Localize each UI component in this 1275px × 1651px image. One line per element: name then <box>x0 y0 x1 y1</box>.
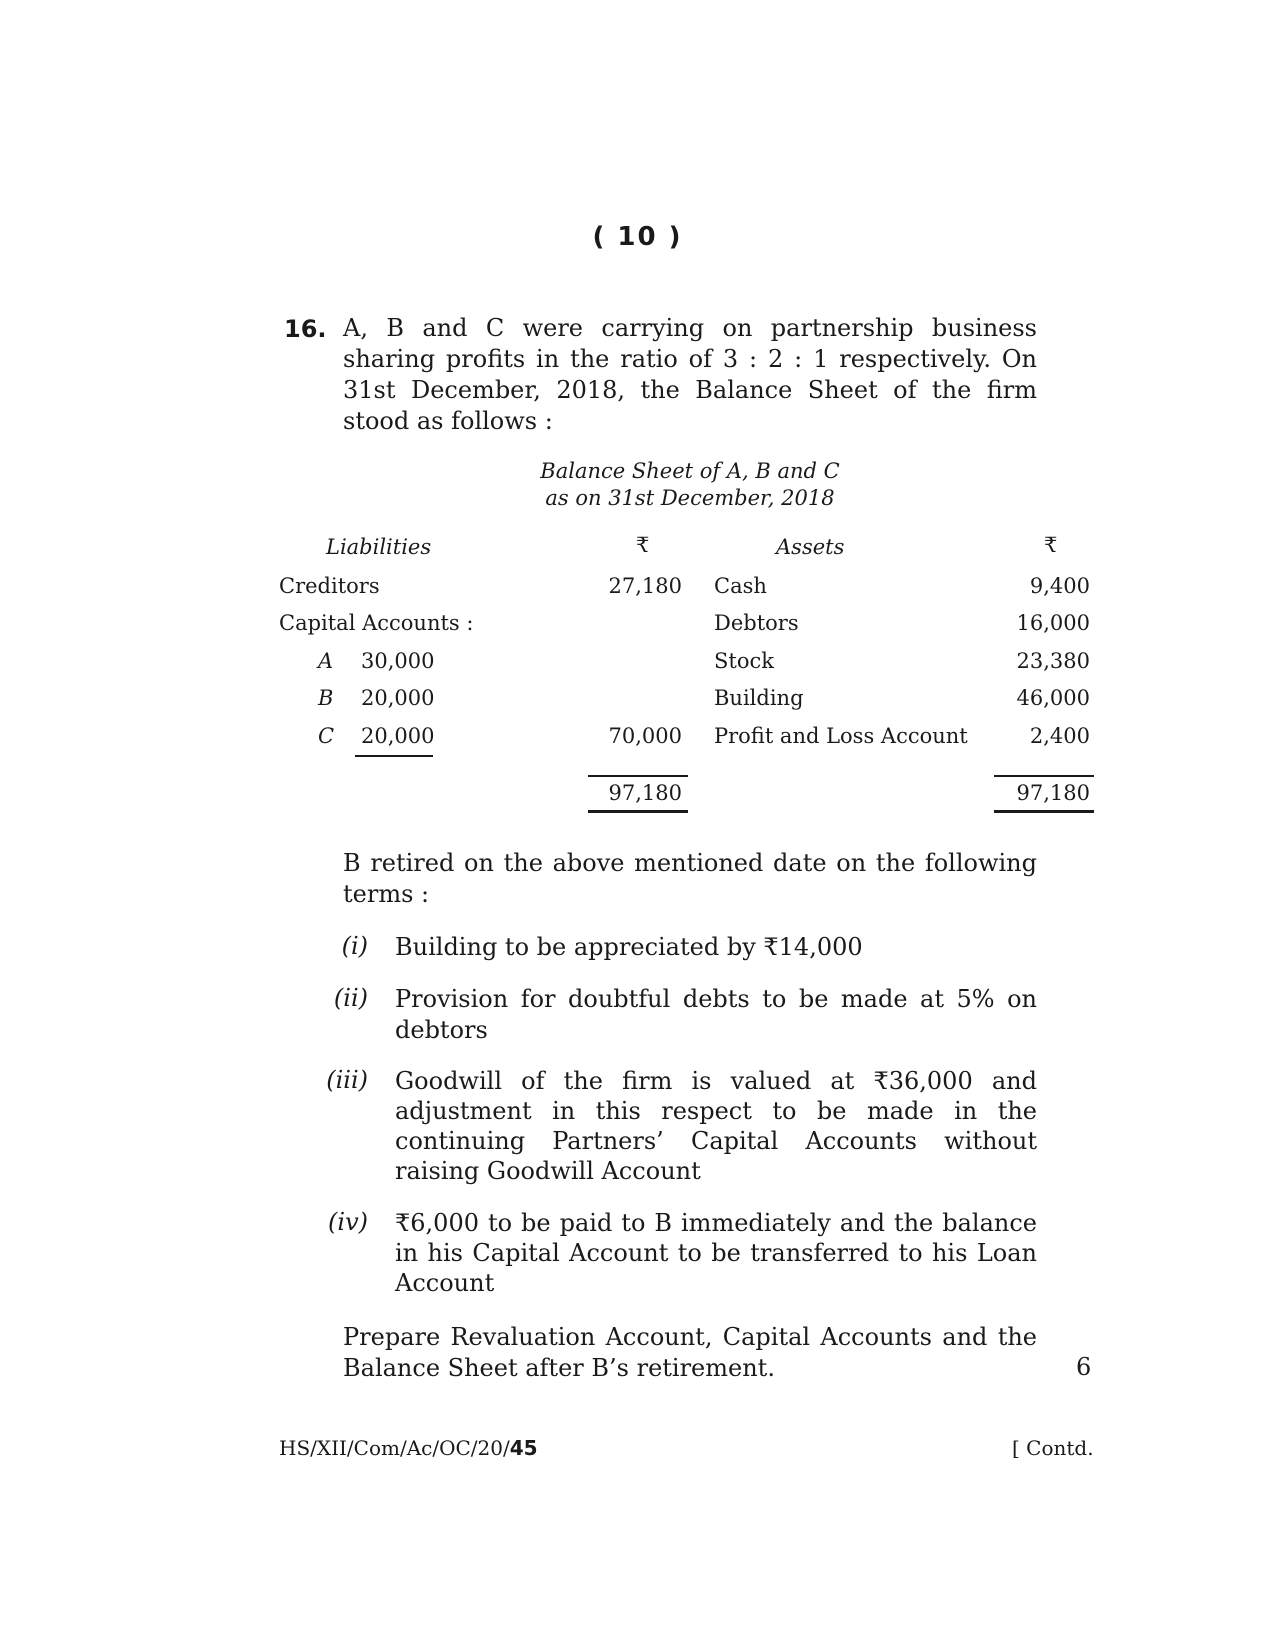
partner-a-capital: 30,000 <box>361 649 435 673</box>
liabilities-currency-header: ₹ <box>636 533 650 557</box>
page-number: ( 10 ) <box>592 222 683 252</box>
term-line: Goodwill of the firm is valued at ₹36,000 and <box>395 1067 1037 1095</box>
term-line: debtors <box>395 1016 488 1044</box>
paper-code-prefix: HS/XII/Com/Ac/OC/20/ <box>279 1436 510 1460</box>
retirement-intro-line: B retired on the above mentioned date on the following <box>343 849 1037 877</box>
partner-c-capital: 20,000 <box>361 724 435 748</box>
marks: 6 <box>1076 1353 1092 1381</box>
balance-sheet-caption-date: as on 31st December, 2018 <box>545 486 835 510</box>
creditors-amount: 27,180 <box>608 574 682 598</box>
contd-label: [ Contd. <box>1012 1436 1094 1460</box>
asset-building-label: Building <box>714 686 804 710</box>
instruction-line: Balance Sheet after B’s retirement. <box>343 1354 775 1382</box>
asset-stock-amount: 23,380 <box>1016 649 1090 673</box>
term-line: ₹6,000 to be paid to B immediately and the balance <box>395 1209 1037 1237</box>
partner-b-name: B <box>318 686 334 710</box>
term-line: in his Capital Account to be transferred to his Loan <box>395 1239 1037 1267</box>
term-2-number: (ii) <box>333 984 368 1012</box>
instruction <box>343 1322 1037 1384</box>
assets-total-bottom-rule <box>994 810 1094 813</box>
partner-c-name: C <box>318 724 335 748</box>
liabilities-total-bottom-rule <box>588 810 688 813</box>
asset-cash-label: Cash <box>714 574 767 598</box>
assets-total: 97,180 <box>1016 781 1090 805</box>
term-1-number: (i) <box>341 932 368 960</box>
instruction-line: Prepare Revaluation Account, Capital Accounts and the <box>343 1323 1037 1351</box>
term-3-number: (iii) <box>326 1066 368 1094</box>
asset-cash-amount: 9,400 <box>1029 574 1090 598</box>
term-line: raising Goodwill Account <box>395 1157 701 1185</box>
intro-line: 31st December, 2018, the Balance Sheet of the firm <box>343 376 1037 404</box>
term-line: adjustment in this respect to be made in the <box>395 1097 1037 1125</box>
retirement-intro-line: terms : <box>343 880 430 908</box>
intro-line: A, B and C were carrying on partnership business <box>343 314 1037 342</box>
term-3-text <box>395 1066 1037 1186</box>
paper-code-suffix: 45 <box>509 1436 538 1460</box>
term-2-text <box>395 984 1037 1046</box>
capital-total: 70,000 <box>608 724 682 748</box>
creditors-label: Creditors <box>279 574 380 598</box>
asset-stock-label: Stock <box>714 649 774 673</box>
asset-debtors-label: Debtors <box>714 611 799 635</box>
capital-accounts-label: Capital Accounts : <box>279 611 474 635</box>
term-line: Building to be appreciated by ₹14,000 <box>395 933 863 961</box>
partner-b-capital: 20,000 <box>361 686 435 710</box>
term-line: continuing Partners’ Capital Accounts without <box>395 1127 1037 1155</box>
liabilities-header: Liabilities <box>326 535 432 559</box>
term-4-number: (iv) <box>328 1208 368 1236</box>
paper-code <box>279 1436 538 1460</box>
asset-building-amount: 46,000 <box>1016 686 1090 710</box>
intro-line: sharing profits in the ratio of 3 : 2 : 1 respectively. On <box>343 345 1037 373</box>
intro-line: stood as follows : <box>343 407 553 435</box>
asset-pl-amount: 2,400 <box>1029 724 1090 748</box>
asset-pl-label: Profit and Loss Account <box>714 724 968 748</box>
liabilities-total: 97,180 <box>608 781 682 805</box>
term-4-text <box>395 1208 1037 1298</box>
question-number: 16. <box>284 315 327 343</box>
balance-sheet-caption-title: Balance Sheet of A, B and C <box>540 459 840 483</box>
term-1-text <box>395 932 1037 963</box>
capital-subtotal-rule <box>355 755 433 757</box>
term-line: Provision for doubtful debts to be made at 5% on <box>395 985 1037 1013</box>
retirement-intro <box>343 848 1037 910</box>
question-intro <box>343 313 1037 437</box>
assets-total-top-rule <box>994 775 1094 777</box>
assets-header: Assets <box>776 535 845 559</box>
term-line: Account <box>395 1269 495 1297</box>
asset-debtors-amount: 16,000 <box>1016 611 1090 635</box>
partner-a-name: A <box>318 649 334 673</box>
liabilities-total-top-rule <box>588 775 688 777</box>
assets-currency-header: ₹ <box>1044 533 1058 557</box>
